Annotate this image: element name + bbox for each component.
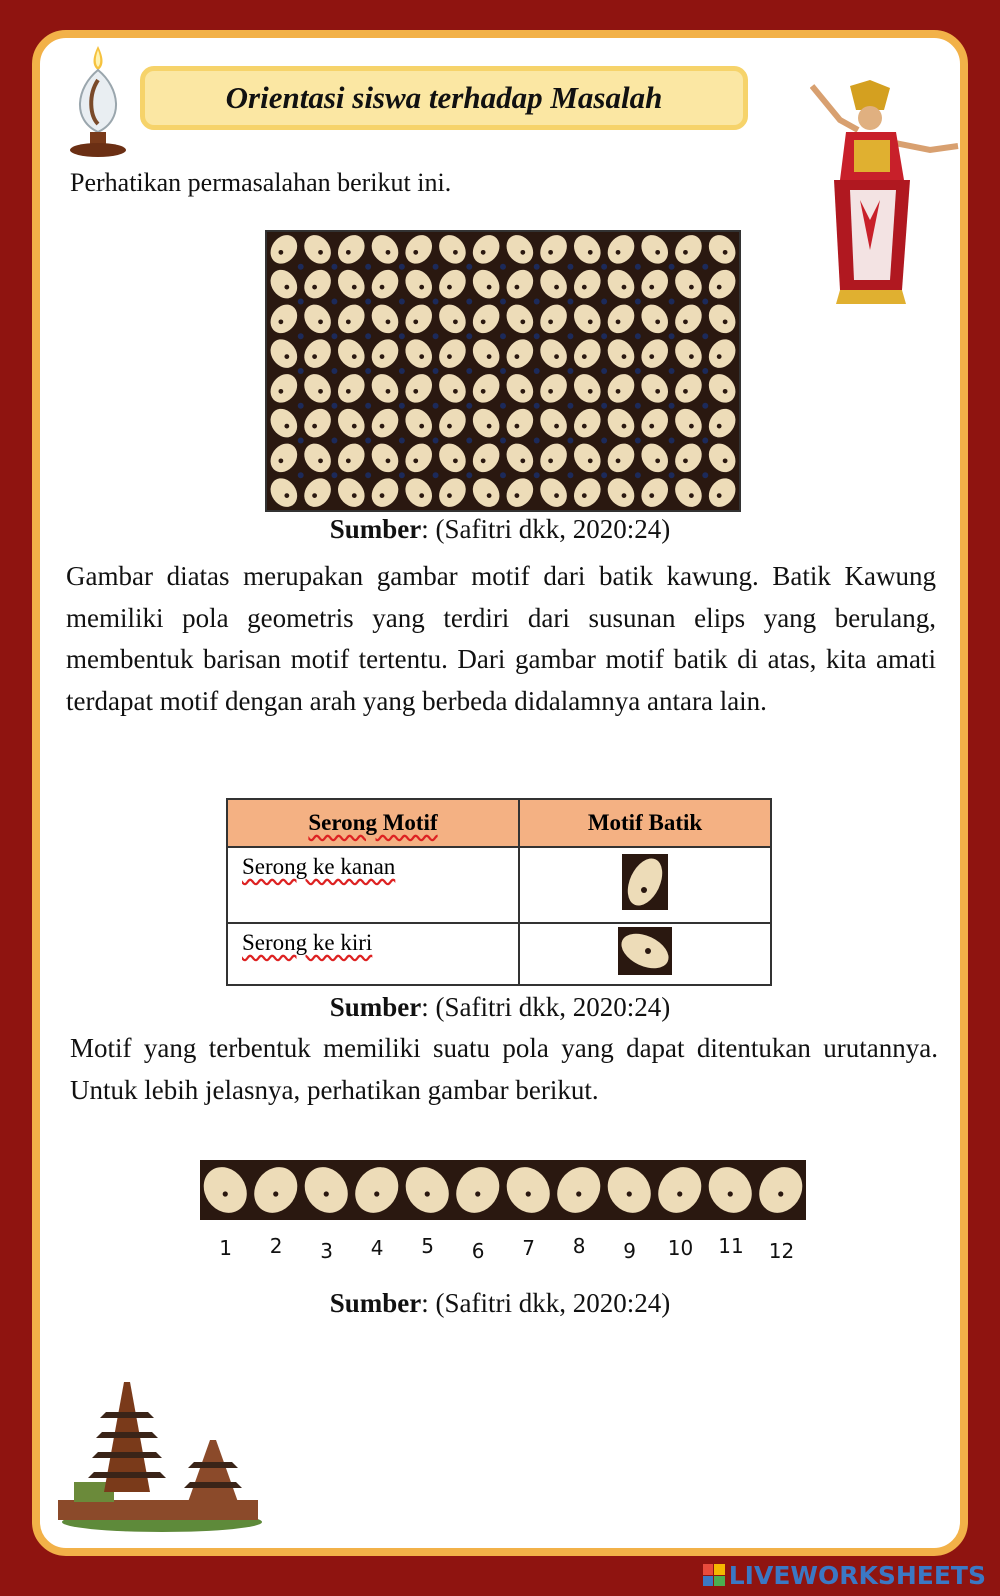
source-citation: : (Safitri dkk, 2020:24) bbox=[421, 1288, 671, 1318]
strip-number: 7 bbox=[522, 1236, 535, 1260]
strip-number: 1 bbox=[219, 1236, 232, 1260]
source-label: Sumber bbox=[329, 514, 422, 544]
strip-number: 8 bbox=[572, 1234, 586, 1258]
source-caption-2 bbox=[0, 992, 1000, 1023]
strip-number: 10 bbox=[667, 1236, 694, 1260]
source-label: Sumber bbox=[329, 992, 422, 1022]
intro-text: Perhatikan permasalahan berikut ini. bbox=[70, 168, 452, 197]
table-header-serong-motif: Serong Motif bbox=[227, 799, 519, 847]
strip-number: 11 bbox=[718, 1234, 744, 1258]
strip-number: 12 bbox=[768, 1239, 795, 1263]
source-citation: : (Safitri dkk, 2020:24) bbox=[421, 514, 671, 544]
motif-table bbox=[226, 798, 772, 986]
strip-number-row bbox=[0, 1236, 1000, 1266]
strip-number: 9 bbox=[623, 1239, 636, 1263]
paragraph-batik-kawung: Gambar diatas merupakan gambar motif dari batik kawung. Batik Kawung memiliki pola geometris yang terdiri dari susunan elips yang berulang, membentuk barisan motif tertentu. Dari gambar motif batik di atas, kita amati terdapat motif dengan arah yang berbeda didalamnya antara lain. bbox=[66, 561, 936, 716]
strip-number: 2 bbox=[269, 1234, 283, 1258]
paragraph-motif-order: Motif yang terbentuk memiliki suatu pola yang dapat ditentukan urutannya. Untuk lebih jelasnya, perhatikan gambar berikut. bbox=[70, 1033, 938, 1105]
strip-number: 4 bbox=[370, 1236, 384, 1260]
strip-number: 5 bbox=[421, 1234, 434, 1258]
liveworksheets-watermark[interactable] bbox=[703, 1560, 986, 1590]
table-row-label: Serong ke kanan bbox=[227, 847, 519, 923]
balinese-dancer-icon bbox=[810, 80, 960, 310]
kawung-batik-image bbox=[265, 230, 741, 512]
table-row-label: Serong ke kiri bbox=[227, 923, 519, 985]
table-header-motif-batik: Motif Batik bbox=[519, 799, 771, 847]
table-cell-motif-left bbox=[519, 923, 771, 985]
motif-left-icon bbox=[618, 927, 672, 975]
page-title: Orientasi siswa terhadap Masalah bbox=[225, 80, 663, 115]
title-banner bbox=[140, 66, 748, 130]
source-label: Sumber bbox=[329, 1288, 422, 1318]
watermark-text: LIVEWORKSHEETS bbox=[728, 1560, 986, 1590]
motif-right-icon bbox=[622, 854, 668, 910]
oil-lamp-icon bbox=[62, 40, 134, 160]
source-caption-3 bbox=[0, 1288, 1000, 1319]
motif-sequence-strip bbox=[200, 1160, 806, 1220]
strip-number: 3 bbox=[320, 1239, 333, 1263]
liveworksheets-logo-icon bbox=[703, 1564, 725, 1586]
balinese-temple-icon bbox=[54, 1382, 270, 1532]
table-cell-motif-right bbox=[519, 847, 771, 923]
source-citation: : (Safitri dkk, 2020:24) bbox=[421, 992, 671, 1022]
strip-number: 6 bbox=[471, 1239, 485, 1263]
source-caption-1 bbox=[0, 514, 1000, 545]
